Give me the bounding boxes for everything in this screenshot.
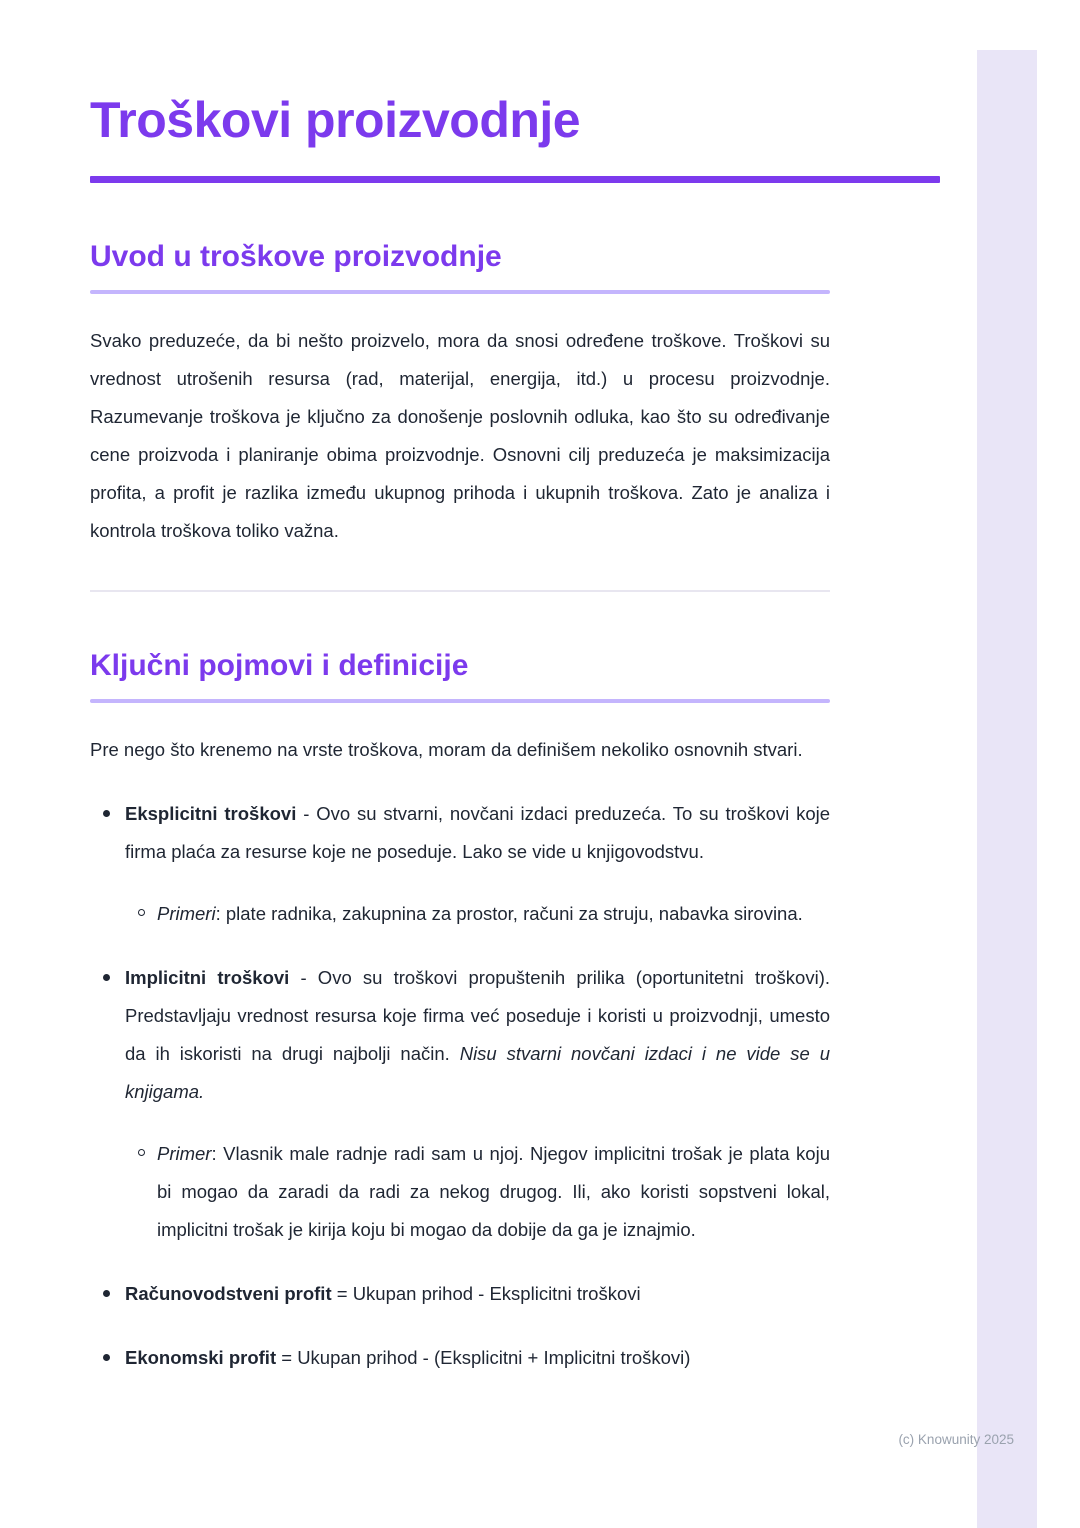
term-description: = Ukupan prihod - (Eksplicitni + Implicitni troškovi)	[276, 1346, 691, 1368]
example-label: Primeri	[157, 902, 216, 924]
bullet-circle-icon	[125, 1135, 157, 1249]
list-item	[90, 1339, 830, 1377]
sub-list-item-text	[157, 895, 830, 933]
section-key-terms	[90, 648, 830, 1377]
term-description: - Ovo su troškovi propuštenih prilika (oportunitetni troškovi). Predstavljaju vrednost resursa koje firma već poseduje i koristi u proizvodnji, umesto da ih iskoristi na drugi najbolji način.	[125, 966, 830, 1064]
section-divider	[90, 590, 830, 592]
sub-list-item	[125, 895, 830, 933]
bullet-disc-icon	[90, 959, 125, 1111]
list-item	[90, 959, 830, 1111]
document-page	[90, 92, 940, 1377]
copyright-footer: (c) Knowunity 2025	[898, 1432, 1014, 1447]
list-item	[90, 1275, 830, 1313]
list-item-text	[125, 795, 830, 871]
section-intro	[90, 239, 830, 592]
list-item	[90, 795, 830, 871]
term-label: Eksplicitni troškovi	[125, 802, 297, 824]
bullet-circle-icon	[125, 895, 157, 933]
example-label: Primer	[157, 1142, 212, 1164]
example-text: : Vlasnik male radnje radi sam u njoj. Njegov implicitni trošak je plata koju bi mogao da zaradi da radi za nekog drugog. Ili, ako koristi sopstveni lokal, implicitni trošak je kirija koju bi mogao da dobije da ga je iznajmio.	[157, 1142, 830, 1240]
bullet-disc-icon	[90, 1339, 125, 1377]
list-item-text	[125, 1275, 830, 1313]
term-label: Implicitni troškovi	[125, 966, 290, 988]
term-description-italic: Nisu stvarni novčani izdaci i ne vide se u knjigama.	[125, 1042, 830, 1102]
section-heading-intro: Uvod u troškove proizvodnje	[90, 239, 502, 273]
term-label: Ekonomski profit	[125, 1346, 277, 1368]
sub-list-item	[125, 1135, 830, 1249]
page-title: Troškovi proizvodnje	[90, 92, 581, 148]
heading-rule	[90, 699, 830, 703]
page-edge-strip	[977, 50, 1037, 1528]
term-description: = Ukupan prihod - Eksplicitni troškovi	[331, 1282, 641, 1304]
list-item-text	[125, 1339, 830, 1377]
list-item-text	[125, 959, 830, 1111]
key-terms-intro-paragraph: Pre nego što krenemo na vrste troškova, moram da definišem nekoliko osnovnih stvari.	[90, 738, 803, 760]
bullet-disc-icon	[90, 1275, 125, 1313]
example-text: : plate radnika, zakupnina za prostor, računi za struju, nabavka sirovina.	[215, 902, 803, 924]
sub-list-item-text	[157, 1135, 830, 1249]
title-rule	[90, 176, 940, 183]
term-description: - Ovo su stvarni, novčani izdaci preduzeća. To su troškovi koje firma plaća za resurse koje ne poseduje. Lako se vide u knjigovodstvu.	[125, 802, 831, 862]
bullet-disc-icon	[90, 795, 125, 871]
section-heading-key-terms: Ključni pojmovi i definicije	[90, 648, 469, 682]
term-label: Računovodstveni profit	[125, 1282, 332, 1304]
definitions-list	[90, 795, 830, 1377]
heading-rule	[90, 290, 830, 294]
intro-paragraph: Svako preduzeće, da bi nešto proizvelo, mora da snosi određene troškove. Troškovi su vrednost utrošenih resursa (rad, materijal, energija, itd.) u procesu proizvodnje. Razumevanje troškova je ključno za donošenje poslovnih odluka, kao što su određivanje cene proizvoda i planiranje obima proizvodnje. Osnovni cilj preduzeća je maksimizacija profita, a profit je razlika između ukupnog prihoda i ukupnih troškova. Zato je analiza i kontrola troškova toliko važna.	[90, 329, 830, 541]
